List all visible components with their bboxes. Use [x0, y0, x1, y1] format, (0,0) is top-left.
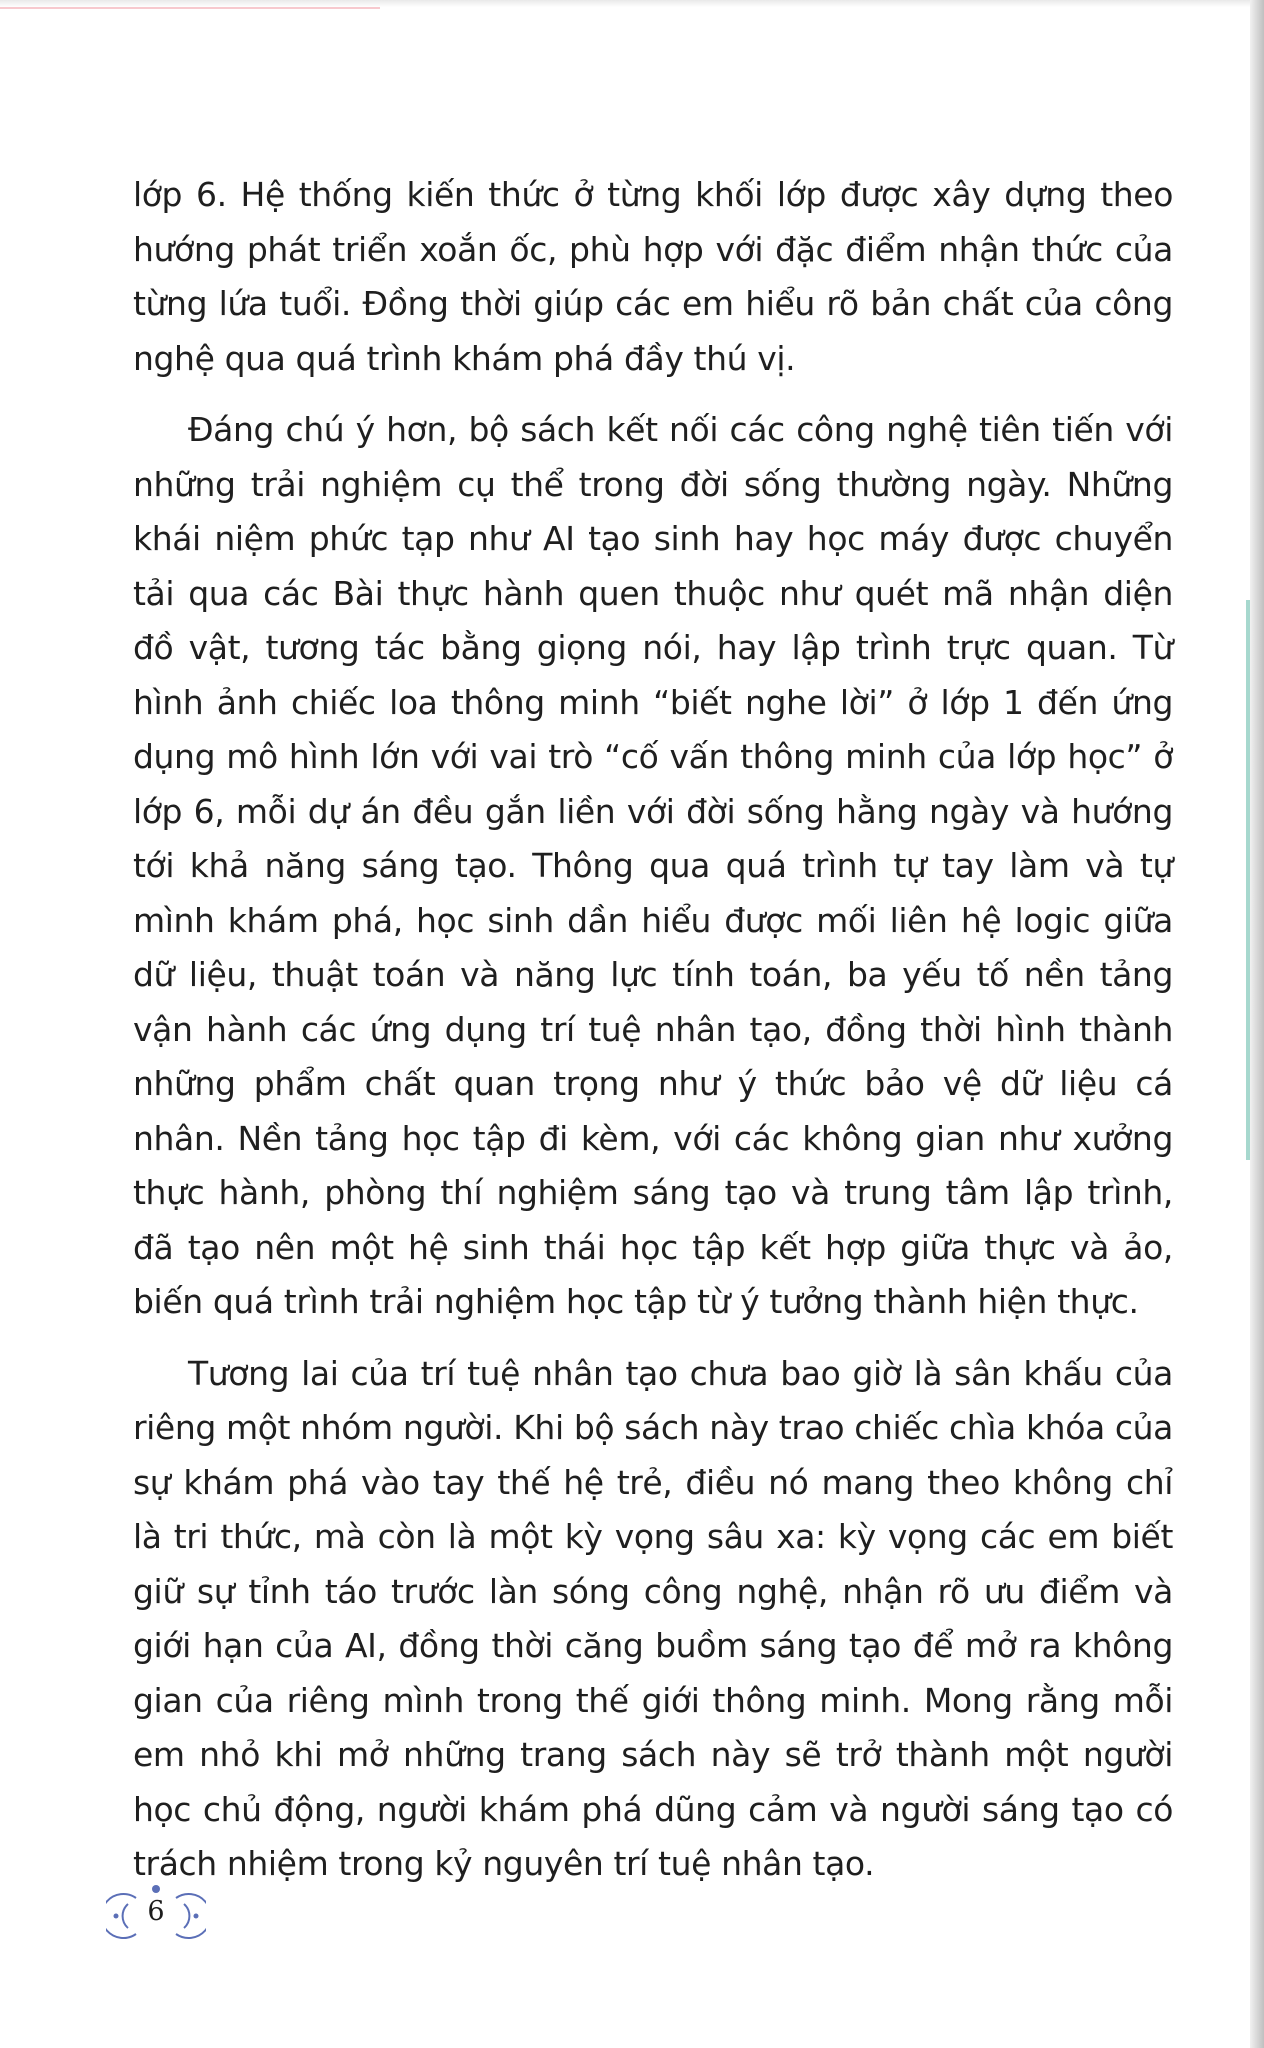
paragraph-3: Tương lai của trí tuệ nhân tạo chưa bao giờ là sân khấu của riêng một nhóm người. Khi bộ sách này trao chiếc chìa khóa của sự khám phá vào tay thế hệ trẻ, điều nó mang theo không chỉ là tri thức, mà còn là một kỳ vọng sâu xa: kỳ vọng các em biết giữ sự tỉnh táo trước làn sóng công nghệ, nhận rõ ưu điểm và giới hạn của AI, đồng thời căng buồm sáng tạo để mở ra không gian của riêng mình trong thế giới thông minh. Mong rằng mỗi em nhỏ khi mở những trang sách này sẽ trở thành một người học chủ động, người khám phá dũng cảm và người sáng tạo có trách nhiệm trong kỷ nguyên trí tuệ nhân tạo. [133, 1353, 1173, 1883]
page-edge-line [0, 7, 380, 9]
page-top-edge [0, 0, 1250, 7]
page-number: 6 [147, 1896, 165, 1927]
page-gutter-shadow [1250, 0, 1264, 2048]
body-text [133, 168, 1173, 1892]
page-number-ornament [106, 1880, 206, 1952]
paragraph-2: Đáng chú ý hơn, bộ sách kết nối các công nghệ tiên tiến với những trải nghiệm cụ thể trong đời sống thường ngày. Những khái niệm phức tạp như AI tạo sinh hay học máy được chuyển tải qua các Bài thực hành quen thuộc như quét mã nhận diện đồ vật, tương tác bằng giọng nói, hay lập trình trực quan. Từ hình ảnh chiếc loa thông minh “biết nghe lời” ở lớp 1 đến ứng dụng mô hình lớn với vai trò “cố vấn thông minh của lớp học” ở lớp 6, mỗi dự án đều gắn liền với đời sống hằng ngày và hướng tới khả năng sáng tạo. Thông qua quá trình tự tay làm và tự mình khám phá, học sinh dần hiểu được mối liên hệ logic giữa dữ liệu, thuật toán và năng lực tính toán, ba yếu tố nền tảng vận hành các ứng dụng trí tuệ nhân tạo, đồng thời hình thành những phẩm chất quan trọng như ý thức bảo vệ dữ liệu cá nhân. Nền tảng học tập đi kèm, với các không gian như xưởng thực hành, phòng thí nghiệm sáng tạo và trung tâm lập trình, đã tạo nên một hệ sinh thái học tập kết hợp giữa thực và ảo, biến quá trình trải nghiệm học tập từ ý tưởng thành hiện thực. [133, 410, 1173, 1321]
paragraph-1: lớp 6. Hệ thống kiến thức ở từng khối lớp được xây dựng theo hướng phát triển xoắn ốc, phù hợp với đặc điểm nhận thức của từng lứa tuổi. Đồng thời giúp các em hiểu rõ bản chất của công nghệ qua quá trình khám phá đầy thú vị. [133, 175, 1173, 378]
